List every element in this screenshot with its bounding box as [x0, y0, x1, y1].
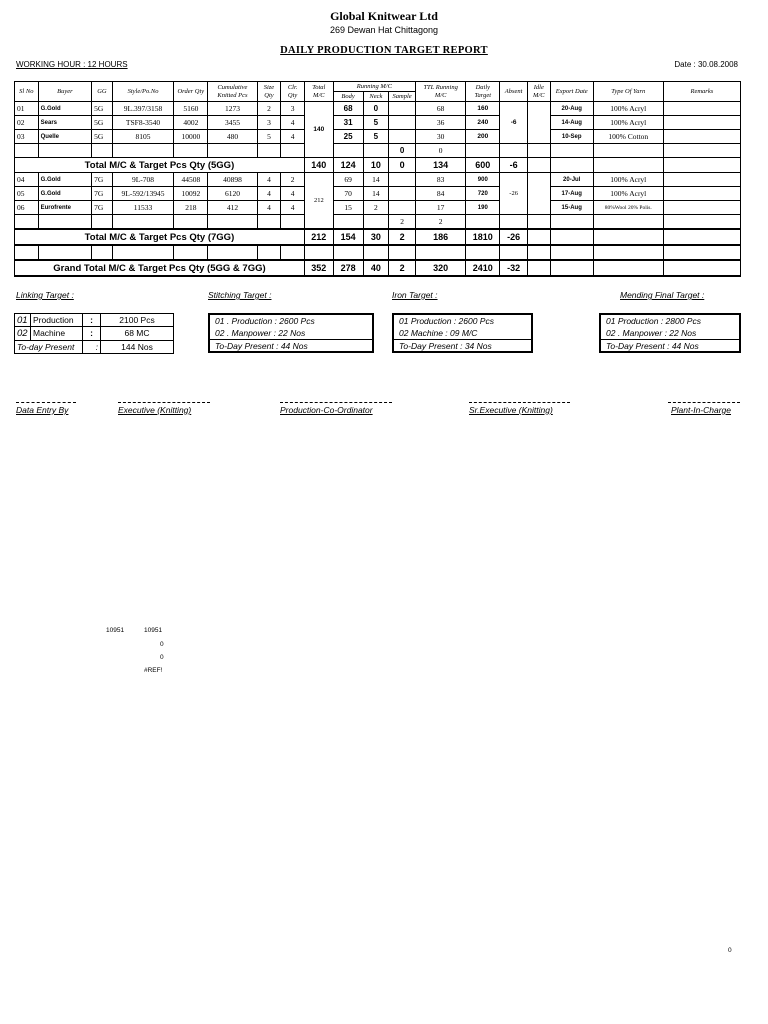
linking-name: To-day Present — [15, 340, 83, 353]
cell-style: 8105 — [112, 130, 174, 144]
working-hour: WORKING HOUR : 12 HOURS — [16, 60, 128, 69]
table-row — [15, 102, 741, 116]
cell-export: 20-Jul — [550, 173, 593, 187]
cell-ttl: 30 — [415, 130, 465, 144]
cell-sl: 05 — [15, 187, 39, 201]
cell-ttl: 83 — [415, 173, 465, 187]
grand-total-ttl: 320 — [415, 260, 465, 276]
cell-yarn: 100% Acryl — [593, 116, 663, 130]
cell-remarks — [663, 173, 740, 187]
total-neck: 30 — [363, 229, 389, 245]
cell-clr: 3 — [281, 102, 305, 116]
total-ttl: 186 — [415, 229, 465, 245]
table-row — [15, 187, 741, 201]
cell-size: 3 — [257, 116, 281, 130]
iron-line: 01 Production : 2600 Pcs — [399, 316, 494, 326]
cell-body: 25 — [333, 130, 363, 144]
total-label: Total M/C & Target Pcs Qty (5GG) — [15, 158, 305, 173]
cell-cumulative: 6120 — [208, 187, 257, 201]
cell-yarn: 100% Cotton — [593, 130, 663, 144]
cell-order: 218 — [174, 201, 208, 215]
signature-production-coordinator: Production-Co-Ordinator — [280, 405, 373, 415]
cell-yarn: 100% Acryl — [593, 187, 663, 201]
col-total-mc: Total M/C — [304, 82, 333, 102]
cell-target: 190 — [466, 201, 500, 215]
col-running-mc: Running M/C — [333, 82, 415, 92]
iron-target-label: Iron Target : — [392, 290, 438, 300]
linking-name: Machine — [31, 327, 83, 340]
cell-buyer: Sears — [38, 116, 91, 130]
cell-sample — [389, 201, 416, 215]
cell-absent: -26 — [500, 173, 528, 215]
col-clr: Clr. Qty — [281, 82, 305, 102]
total-body: 124 — [333, 158, 363, 173]
cell-neck: 5 — [363, 116, 389, 130]
cell-idle — [528, 102, 551, 144]
grand-total-neck: 40 — [363, 260, 389, 276]
cell-sample — [389, 102, 416, 116]
cell-export: 10-Sep — [550, 130, 593, 144]
cell-body: 31 — [333, 116, 363, 130]
mending-line: 01 Production : 2800 Pcs — [606, 316, 701, 326]
cell-cumulative: 412 — [208, 201, 257, 215]
stray-value: 10951 — [144, 627, 163, 634]
cell-remarks — [663, 187, 740, 201]
linking-colon: : — [83, 327, 101, 340]
cell-buyer: G.Gold — [38, 102, 91, 116]
total-target: 1810 — [466, 229, 500, 245]
cell-gg: 5G — [92, 130, 113, 144]
grand-total-row — [15, 260, 741, 276]
col-sl: Sl No — [15, 82, 39, 102]
cell-sample: 0 — [389, 144, 416, 158]
cell-gg: 7G — [92, 201, 113, 215]
cell-size: 4 — [257, 173, 281, 187]
total-body: 154 — [333, 229, 363, 245]
cell-total-mc: 140 — [304, 102, 333, 158]
grand-total-sample: 2 — [389, 260, 416, 276]
cell-ttl: 84 — [415, 187, 465, 201]
linking-row — [15, 314, 174, 327]
cell-remarks — [663, 116, 740, 130]
total-neck: 10 — [363, 158, 389, 173]
cell-neck: 0 — [363, 102, 389, 116]
grand-total-mc: 352 — [304, 260, 333, 276]
stray-value: 0 — [160, 654, 164, 661]
signature-data-entry: Data Entry By — [16, 405, 69, 415]
cell-export: 20-Aug — [550, 102, 593, 116]
table-row-blank — [15, 144, 741, 158]
cell-target: 900 — [466, 173, 500, 187]
total-row-7gg — [15, 229, 741, 245]
table-row — [15, 173, 741, 187]
cell-sample — [389, 187, 416, 201]
col-daily-target: Daily Target — [466, 82, 500, 102]
table-row — [15, 130, 741, 144]
cell-neck: 2 — [363, 201, 389, 215]
iron-target-box — [392, 313, 533, 353]
cell-sample — [389, 130, 416, 144]
cell-sample: 2 — [389, 215, 416, 230]
cell-export: 17-Aug — [550, 187, 593, 201]
company-name: Global Knitwear Ltd — [330, 9, 438, 23]
col-gg: GG — [92, 82, 113, 102]
linking-target-label: Linking Target : — [16, 290, 74, 300]
signature-line — [16, 402, 76, 403]
signature-line — [280, 402, 392, 403]
signature-plant-in-charge: Plant-In-Charge — [671, 405, 732, 415]
cell-sl: 04 — [15, 173, 39, 187]
total-absent: -26 — [500, 229, 528, 245]
report-date: Date : 30.08.2008 — [674, 60, 738, 69]
total-absent: -6 — [500, 158, 528, 173]
signature-executive-knitting: Executive (Knitting) — [118, 405, 192, 415]
col-neck: Neck — [363, 92, 389, 102]
cell-remarks — [663, 201, 740, 215]
grand-total-absent: -32 — [500, 260, 528, 276]
cell-sample — [389, 173, 416, 187]
col-buyer: Buyer — [38, 82, 91, 102]
header-row — [15, 82, 741, 92]
total-mc: 140 — [304, 158, 333, 173]
cell-order: 10092 — [174, 187, 208, 201]
cell-body: 15 — [333, 201, 363, 215]
signature-line — [118, 402, 210, 403]
signature-line — [668, 402, 740, 403]
cell-cumulative: 1273 — [208, 102, 257, 116]
stray-value: 10951 — [106, 627, 125, 634]
linking-value: 144 Nos — [101, 340, 174, 353]
cell-buyer: G.Gold — [38, 187, 91, 201]
production-table — [14, 81, 741, 277]
col-size: Size Qty — [257, 82, 281, 102]
cell-order: 44508 — [174, 173, 208, 187]
cell-target: 200 — [466, 130, 500, 144]
iron-line: To-Day Present : 34 Nos — [394, 339, 531, 352]
total-target: 600 — [466, 158, 500, 173]
cell-clr: 4 — [281, 201, 305, 215]
total-sample: 2 — [389, 229, 416, 245]
stitching-target-label: Stitching Target : — [208, 290, 272, 300]
cell-target: 160 — [466, 102, 500, 116]
cell-size: 4 — [257, 201, 281, 215]
stitching-target-box — [208, 313, 374, 353]
company-address: 269 Dewan Hat Chittagong — [329, 25, 439, 35]
total-sample: 0 — [389, 158, 416, 173]
col-absent: Absent — [500, 82, 528, 102]
mending-target-box — [599, 313, 741, 353]
cell-neck: 14 — [363, 173, 389, 187]
cell-style: 9L.397/3158 — [112, 102, 174, 116]
col-cumulative: Cumulative Knitted Pcs — [208, 82, 257, 102]
linking-num: 02 — [15, 327, 31, 340]
cell-gg: 5G — [92, 102, 113, 116]
grand-total-label: Grand Total M/C & Target Pcs Qty (5GG & 7GG) — [15, 260, 305, 276]
cell-style: TSF8-3540 — [112, 116, 174, 130]
cell-size: 5 — [257, 130, 281, 144]
cell-cumulative: 3455 — [208, 116, 257, 130]
cell-order: 4002 — [174, 116, 208, 130]
linking-value: 2100 Pcs — [101, 314, 174, 327]
cell-ttl: 68 — [415, 102, 465, 116]
cell-export: 15-Aug — [550, 201, 593, 215]
stitching-line: 01 . Production : 2600 Pcs — [215, 316, 315, 326]
cell-ttl: 2 — [415, 215, 465, 230]
mending-line: To-Day Present : 44 Nos — [601, 339, 739, 352]
cell-ttl: 17 — [415, 201, 465, 215]
cell-neck: 14 — [363, 187, 389, 201]
total-label: Total M/C & Target Pcs Qty (7GG) — [15, 229, 305, 245]
cell-clr: 4 — [281, 116, 305, 130]
cell-yarn: 100% Acryl — [593, 102, 663, 116]
linking-target-table — [14, 313, 174, 354]
linking-num: 01 — [15, 314, 31, 327]
table-row-blank — [15, 215, 741, 230]
col-yarn: Type Of Yarn — [593, 82, 663, 102]
stitching-line: 02 . Manpower : 22 Nos — [215, 328, 306, 338]
table-row — [15, 201, 741, 215]
cell-cumulative: 40898 — [208, 173, 257, 187]
cell-sl: 06 — [15, 201, 39, 215]
cell-sl: 03 — [15, 130, 39, 144]
cell-style: 11533 — [112, 201, 174, 215]
col-ttl-running: TTL Running M/C — [415, 82, 465, 102]
cell-clr: 2 — [281, 173, 305, 187]
total-row-5gg — [15, 158, 741, 173]
report-title: DAILY PRODUCTION TARGET REPORT — [280, 45, 488, 56]
grand-total-target: 2410 — [466, 260, 500, 276]
cell-gg: 7G — [92, 173, 113, 187]
cell-body: 68 — [333, 102, 363, 116]
cell-clr: 4 — [281, 130, 305, 144]
cell-sl: 01 — [15, 102, 39, 116]
cell-absent: -6 — [500, 102, 528, 144]
cell-total-mc: 212 — [304, 173, 333, 230]
cell-sample — [389, 116, 416, 130]
signature-line — [469, 402, 570, 403]
cell-style: 9L-708 — [112, 173, 174, 187]
page-number: 0 — [728, 947, 732, 954]
cell-target: 240 — [466, 116, 500, 130]
stray-value: 0 — [160, 641, 164, 648]
cell-gg: 5G — [92, 116, 113, 130]
mending-target-label: Mending Final Target : — [620, 290, 705, 300]
total-mc: 212 — [304, 229, 333, 245]
cell-yarn: 100% Acryl — [593, 173, 663, 187]
stray-error: #REF! — [144, 667, 163, 674]
col-sample: Sample — [389, 92, 416, 102]
cell-size: 2 — [257, 102, 281, 116]
cell-ttl: 0 — [415, 144, 465, 158]
cell-remarks — [663, 130, 740, 144]
cell-yarn: 80%Wool 20% Polis. — [593, 201, 663, 215]
iron-line: 02 Machine : 09 M/C — [399, 328, 478, 338]
table-row-blank — [15, 245, 741, 260]
cell-gg: 7G — [92, 187, 113, 201]
cell-buyer: G.Gold — [38, 173, 91, 187]
cell-cumulative: 480 — [208, 130, 257, 144]
cell-style: 9L-592/13945 — [112, 187, 174, 201]
col-export: Export Date — [550, 82, 593, 102]
table-row — [15, 116, 741, 130]
cell-buyer: Eurofrente — [38, 201, 91, 215]
cell-buyer: Quelle — [38, 130, 91, 144]
cell-sl: 02 — [15, 116, 39, 130]
col-idle: Idle M/C — [528, 82, 551, 102]
cell-idle — [528, 173, 551, 215]
grand-total-body: 278 — [333, 260, 363, 276]
col-style: Style/Po.No — [112, 82, 174, 102]
cell-ttl: 36 — [415, 116, 465, 130]
cell-clr: 4 — [281, 187, 305, 201]
cell-size: 4 — [257, 187, 281, 201]
cell-neck: 5 — [363, 130, 389, 144]
linking-value: 68 MC — [101, 327, 174, 340]
col-order: Order Qty — [174, 82, 208, 102]
cell-order: 5160 — [174, 102, 208, 116]
linking-name: Production — [31, 314, 83, 327]
cell-remarks — [663, 102, 740, 116]
cell-body: 69 — [333, 173, 363, 187]
signature-sr-executive: Sr.Executive (Knitting) — [469, 405, 553, 415]
cell-target: 720 — [466, 187, 500, 201]
total-ttl: 134 — [415, 158, 465, 173]
cell-export: 14-Aug — [550, 116, 593, 130]
linking-row — [15, 327, 174, 340]
cell-body: 70 — [333, 187, 363, 201]
cell-order: 10000 — [174, 130, 208, 144]
mending-line: 02 . Manpower : 22 Nos — [606, 328, 697, 338]
stitching-line: To-Day Present : 44 Nos — [210, 339, 372, 352]
linking-colon: : — [83, 340, 101, 353]
linking-colon: : — [83, 314, 101, 327]
col-remarks: Remarks — [663, 82, 740, 102]
linking-row — [15, 340, 174, 353]
col-body: Body — [333, 92, 363, 102]
